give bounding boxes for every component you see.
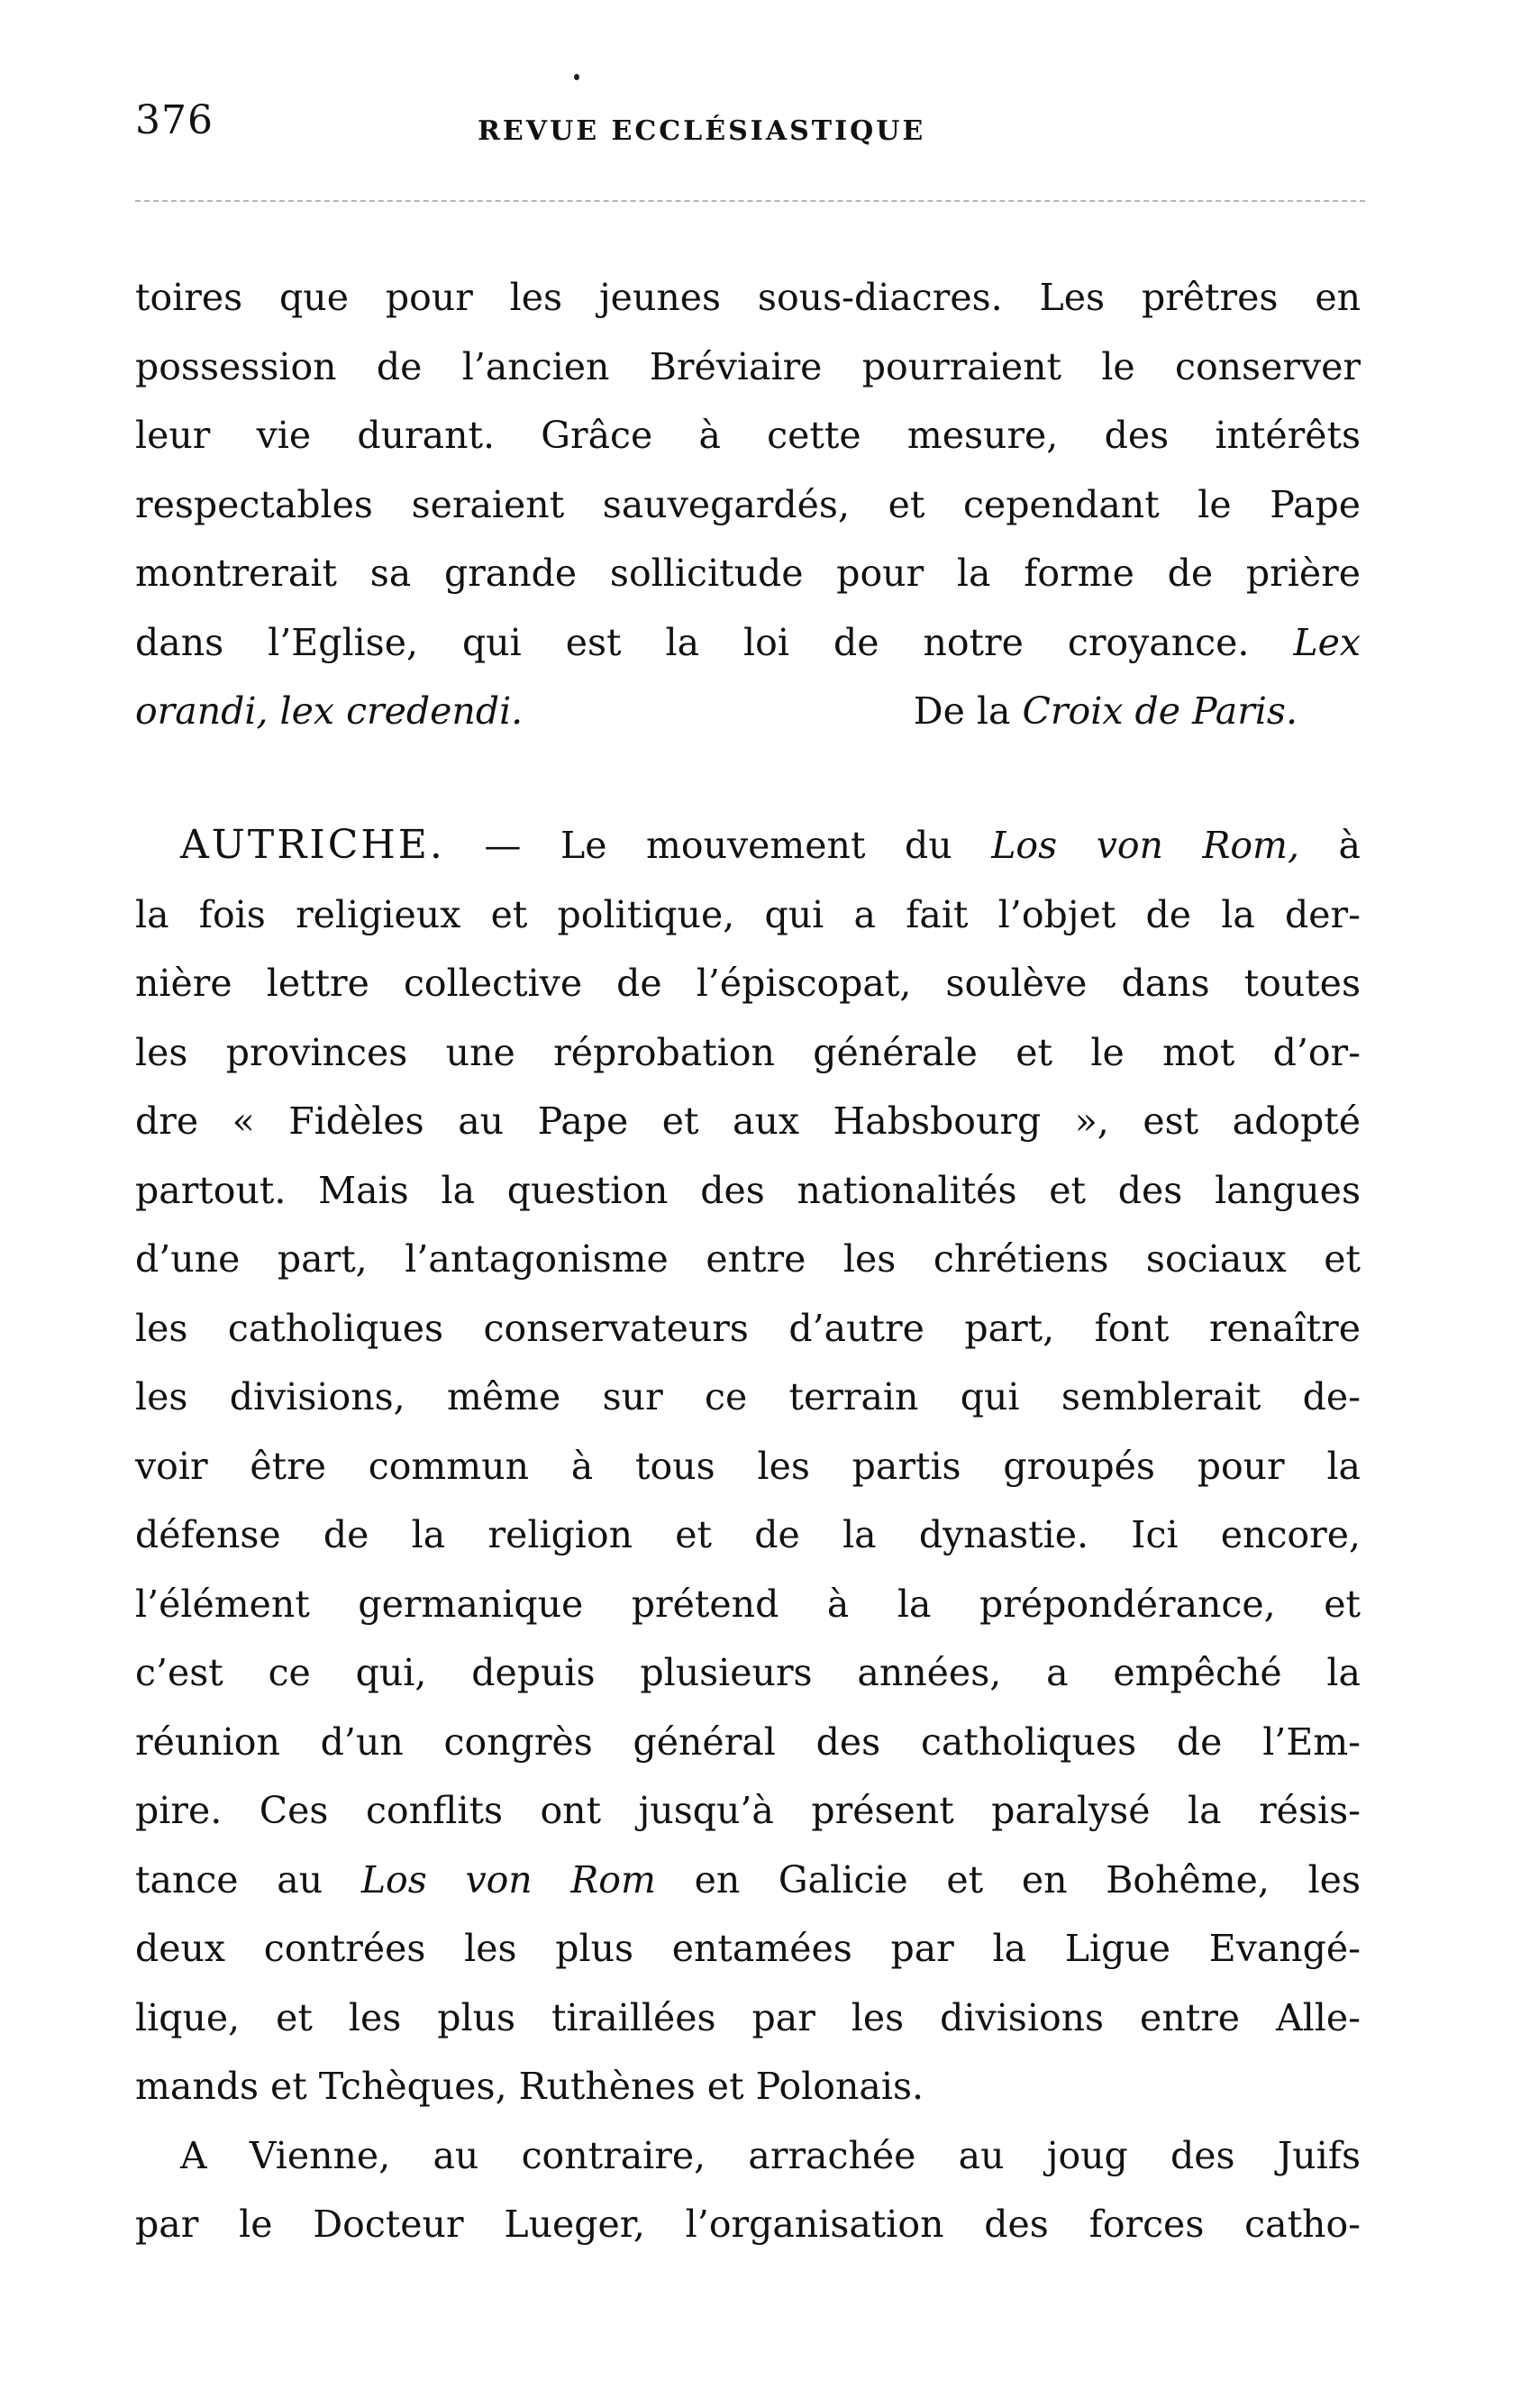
text-line [135, 811, 1361, 880]
text-line: montrerait sa grande sollicitude pour la forme de prière [135, 552, 1361, 595]
text-line: mands et Tchèques, Ruthènes et Polonais. [135, 2065, 924, 2108]
text-run: — Le mouvement du [484, 824, 952, 867]
text-line: défense de la religion et de la dynastie. Ici encore, [135, 1513, 1361, 1556]
text-run: dans l’Eglise, qui est la loi de notre croyance. [135, 620, 1250, 664]
text-line: les divisions, même sur ce terrain qui semblerait de- [135, 1375, 1361, 1418]
source-attribution [914, 677, 1361, 746]
text-line: voir être commun à tous les partis groupés pour la [135, 1444, 1361, 1488]
text-line: partout. Mais la question des nationalités et des langues [135, 1168, 1361, 1212]
section-austria [135, 811, 1361, 2259]
text-line: les catholiques conservateurs d’autre part, font renaître [135, 1306, 1361, 1350]
text-line: toires que pour les jeunes sous-diacres. Les prêtres en [135, 276, 1361, 319]
text-line [135, 608, 1361, 678]
text-line: A Vienne, au contraire, arrachée au joug des Juifs [180, 2133, 1361, 2177]
printer-dot-mark [574, 74, 579, 80]
running-head: REVUE ECCLÉSIASTIQUE [478, 115, 926, 147]
attribution-prefix: De la [913, 689, 1011, 733]
text-line [135, 677, 1361, 746]
header-rule [135, 200, 1365, 202]
text-line: d’une part, l’antagonisme entre les chrétiens sociaux et [135, 1237, 1361, 1281]
text-line [135, 1846, 1361, 1915]
paragraph-continuation [135, 263, 1361, 746]
section-heading: AUTRICHE. [180, 822, 445, 868]
text-line: possession de l’ancien Bréviaire pourraient le conserver [135, 344, 1361, 388]
italic-run: Los von Rom, [991, 824, 1299, 867]
text-line: deux contrées les plus entamées par la Ligue Evangé- [135, 1927, 1361, 1970]
text-line: l’élément germanique prétend à la prépondérance, et [135, 1582, 1361, 1626]
text-run: en Galicie et en Bohême, les [694, 1857, 1361, 1902]
text-line: par le Docteur Lueger, l’organisation des forces catho- [135, 2203, 1361, 2246]
text-line: nière lettre collective de l’épiscopat, soulève dans toutes [135, 962, 1361, 1005]
page-number: 376 [135, 97, 214, 143]
text-line: réunion d’un congrès général des catholiques de l’Em- [135, 1719, 1361, 1764]
text-line: leur vie durant. Grâce à cette mesure, des intérêts [135, 414, 1361, 457]
italic-run: Los von Rom [360, 1857, 656, 1902]
text-line: dre « Fidèles au Pape et aux Habsbourg », est adopté [135, 1099, 1361, 1143]
italic-run: orandi, lex credendi. [135, 689, 524, 733]
text-run: à [1338, 824, 1361, 867]
text-line: respectables seraient sauvegardés, et cependant le Pape [135, 482, 1361, 526]
text-line: lique, et les plus tiraillées par les divisions entre Alle- [135, 1995, 1361, 2039]
text-line: pire. Ces conflits ont jusqu’à présent paralysé la résis- [135, 1789, 1361, 1832]
attribution-source: Croix de Paris. [1022, 689, 1298, 733]
italic-run: Lex [1293, 620, 1361, 664]
text-line: les provinces une réprobation générale et le mot d’or- [135, 1030, 1361, 1074]
text-line: c’est ce qui, depuis plusieurs années, a empêché la [135, 1651, 1361, 1694]
text-line: la fois religieux et politique, qui a fait l’objet de la der- [135, 892, 1361, 936]
text-run: tance au [135, 1857, 323, 1902]
